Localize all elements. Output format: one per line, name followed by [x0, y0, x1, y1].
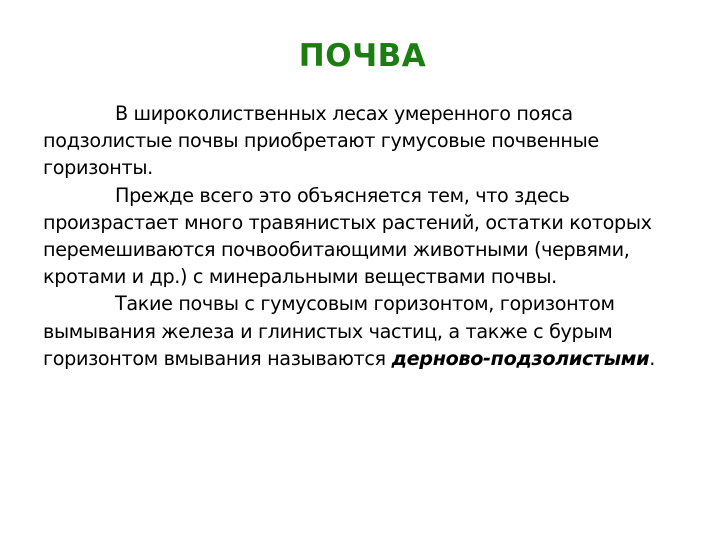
definition-ending: .	[649, 346, 655, 370]
paragraph-definition	[43, 290, 693, 372]
definition-text: Такие почвы с гумусовым горизонтом, горизонтом вымывания железа и глинистых частиц, а также с бурым горизонтом вмывания называются	[43, 292, 615, 370]
slide-title: ПОЧВА	[298, 38, 427, 74]
defined-term: дерново-подзолистыми	[391, 346, 650, 370]
slide-body	[43, 100, 693, 372]
paragraph-explanation: Прежде всего это объясняется тем, что здесь произрастает много травянистых растений, остатки которых перемешиваются почвообитающими животными (червями, кротами и др.) с минеральными веществами почвы.	[43, 183, 652, 289]
paragraph-broadleaf-forests: В широколиственных лесах умеренного пояса подзолистые почвы приобретают гумусовые почвенные горизонты.	[43, 102, 599, 180]
